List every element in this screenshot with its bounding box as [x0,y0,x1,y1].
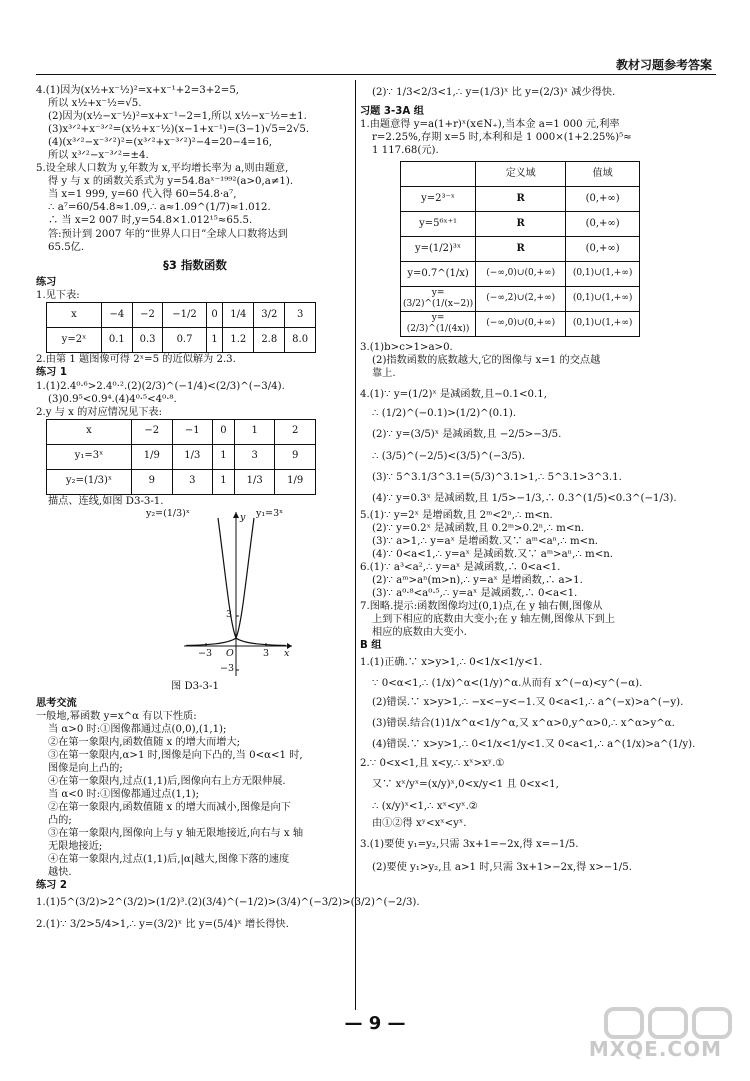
text-line: (2)指数函数的底数越大,它的图像与 x=1 的交点越 [372,355,601,367]
text-line: (3)0.9⁵<0.9⁴.(4)4⁰·⁵<4⁰·⁸. [48,393,177,405]
text-line: 7.图略.提示:函数图像均过(0,1)点,在 y 轴右侧,图像从 [360,600,603,612]
text-line: (2)因为(x½−x⁻½)²=x+x⁻¹−2=1,所以 x½−x⁻½=±1. [48,111,307,123]
table-cell: 0.3 [132,328,163,353]
graph-tick-3y: 3 [226,608,233,620]
y-axis-arrow [233,512,239,518]
table-cell: 2.8 [254,328,285,353]
table-cell: (−∞,0)∪(0,+∞) [476,262,566,287]
table-cell: −4 [102,303,133,328]
table-cell: 1 [206,328,223,353]
table-cell: 3 [234,444,275,469]
column-divider [355,80,356,1010]
text-line: (3)错误.结合(1)1/x^α<1/y^α,又 x^α>0,y^α>0,∴ x^α>y^α. [372,718,675,730]
table-cell: 9 [275,444,316,469]
text-line: 上到下相应的底数由大变小;在 y 轴左侧,图像从下到上 [372,614,616,626]
table-cell: y₁=3ˣ [47,444,132,469]
table-cell: 3 [285,303,316,328]
group-b-heading: B 组 [360,640,382,652]
table-cell: R [476,187,566,212]
text-line: 4.(1)∵ y=(1/2)ˣ 是减函数,且−0.1<0.1, [360,389,547,401]
text-line: r=2.25%,存期 x=5 时,本利和是 1 000×(1+2.25%)⁵≈ [372,132,632,144]
graph-tick-neg3: −3 [198,647,213,659]
text-line: 由①②得 xʸ<xˣ<yˣ. [372,817,467,829]
text-line: ∴ (1/2)^(−0.1)>(1/2)^(0.1). [372,408,517,420]
table-cell: 3/2 [254,303,285,328]
text-line: ④在第一象限内,过点(1,1)后,图像向右上方无限伸展. [48,776,286,788]
table-cell: −2 [132,419,173,444]
text-line: ∴ (3/5)^(−2/5)<(3/5)^(−3/5). [372,450,526,462]
text-line: ∴ (x/y)ˣ<1,∴ xˣ<yˣ.② [372,800,478,812]
think-content [36,710,354,880]
table-cell: (−∞,0)∪(0,+∞) [476,312,566,337]
text-line: ∴ 当 x=2 007 时,y=54.8×1.012¹⁵≈65.5. [48,215,253,227]
text-line: 当 α<0 时:①图像都通过点(1,1); [48,789,200,801]
table-cell: x [47,303,102,328]
text-line: (2)∵ aᵐ>aⁿ(m>n),∴ y=aˣ 是增函数,∴ a>1. [372,574,583,586]
table-row [401,212,640,237]
table-cell: (0,1)∪(1,+∞) [566,262,640,287]
answer-5 [36,162,354,253]
page-header [36,32,716,72]
table-cell: y=2³⁻ˣ [401,187,476,212]
table-cell: (0,1)∪(1,+∞) [566,312,640,337]
practice2-heading: 练习 2 [36,880,68,892]
graph-tick-origin: O [226,647,234,659]
table-cell: 9 [132,469,173,494]
header-title: 教材习题参考答案 [615,58,712,72]
text-line: 无限地接近; [48,841,103,853]
table-row [47,444,316,469]
table-cell: y=(2/3)^(1/(4x)) [401,312,476,337]
table-cell: (0,1)∪(1,+∞) [566,287,640,312]
table-cell: 1 [213,444,235,469]
text-line: 1.由题意得 y=a(1+r)ˣ(x∈N₊),当本金 a=1 000 元,利率 [360,119,620,131]
table-domain-range [400,161,640,337]
table-cell: y=(1/2)³ˣ [401,237,476,262]
table-cell: (0,+∞) [566,237,640,262]
exercise-heading: 习题 3-3A 组 [360,106,424,118]
table-cell: 值域 [566,162,640,187]
graph-label-y1: y₁=3ˣ [256,507,284,519]
table-cell: (0,+∞) [566,212,640,237]
table-cell: −1/2 [163,303,206,328]
watermark-logo [588,1003,738,1073]
text-line: ②在第一象限内,函数值随 x 的增大而增大; [48,736,241,748]
text-line: 4.(1)因为(x½+x⁻½)²=x+x⁻¹+2=3+2=5, [36,85,240,96]
table-cell: 1/3 [234,469,275,494]
table-cell: 0 [213,419,235,444]
text-line: (3)∵ a>1,∴ y=aˣ 是增函数.又∵ aᵐ<aⁿ,∴ m<n. [372,535,599,547]
table-cell: 1/9 [275,469,316,494]
text-line: 相应的底数由大变小. [372,627,467,639]
text-line: (4)错误.∵ x>y>1,∴ 0<1/x<1/y<1.又 0<a<1,∴ a^(1/x)>a^(1/y). [372,739,696,751]
text-line: (2)∵ y=0.2ˣ 是减函数,且 0.2ᵐ>0.2ⁿ,∴ m<n. [372,522,585,534]
text-line: ③在第一象限内,α>1 时,图像是向下凸的,当 0<α<1 时, [48,749,303,761]
text-line: 所以 x³ᐟ²−x⁻³ᐟ²=±4. [48,150,149,162]
text-line: (3)∵ 5^3.1/3^3.1=(5/3)^3.1>1,∴ 5^3.1>3^3.1. [372,471,622,483]
table-cell: 1/9 [132,444,173,469]
text-line: ④在第一象限内,过点(1,1)后,|α|越大,图像下落的速度 [48,854,290,866]
table-row [47,419,316,444]
table-row [47,328,316,353]
table-cell: R [476,237,566,262]
table-cell: 定义域 [476,162,566,187]
text-line: (3)x³ᐟ²+x⁻³ᐟ²=(x½+x⁻½)(x−1+x⁻¹)=(3−1)√5=2√5. [48,124,310,136]
table-cell: 8.0 [285,328,316,353]
text-line: 1 117.68(元). [372,145,439,157]
table-cell: 2 [275,419,316,444]
text-line: ③在第一象限内,图像向上与 y 轴无限地接近,向右与 x 轴 [48,828,304,840]
text-line: (4)(x³ᐟ²−x⁻³ᐟ²)²=(x³ᐟ²+x⁻³ᐟ²)²−4=20−4=16, [48,137,273,149]
text-line: 一般地,幂函数 y=x^α 有以下性质: [36,710,197,722]
table-cell: 1/3 [172,444,213,469]
table-y1-y2 [46,419,316,495]
table-cell: y=0.7^(1/x) [401,262,476,287]
table-cell: 0.7 [163,328,206,353]
table-cell: 1.2 [223,328,254,353]
text-line: 2.y 与 x 的对应情况见下表: [36,406,163,418]
table-cell: y₂=(1/3)ˣ [47,469,132,494]
table-row [401,312,640,337]
answer-4 [36,84,354,162]
text-line: 65.5亿. [48,241,85,253]
text-line: ∴ a⁷=60/54.8≈1.09,∴ a≈1.09^(1/7)≈1.012. [48,202,271,214]
table-cell: 0.1 [102,328,133,353]
text-line: 凸的; [48,815,72,827]
text-line: 1.(1)正确.∵ x>y>1,∴ 0<1/x<1/y<1. [360,657,543,669]
table-row [47,303,316,328]
text-line: (2)要使 y₁>y₂,且 a>1 时,只需 3x+1>−2x,得 x>−1/5. [372,861,632,873]
practice-heading: 练习 [36,277,57,289]
graph-tick-neg3y: −3 [220,662,235,674]
graph-tick-pos3: 3 [263,647,270,659]
table-row [401,187,640,212]
text-line: 5.设全球人口数为 y,年数为 x,平均增长率为 a,则由题意, [36,163,289,175]
text-line: 6.(1)∵ a³<a²,∴ y=aˣ 是减函数,∴ 0<a<1. [360,561,561,573]
table-row [401,287,640,312]
watermark-text: MXQE.COM [588,1037,722,1062]
table-row [401,237,640,262]
text-line: 2.(1)∵ 3/2>5/4>1,∴ y=(3/2)ˣ 比 y=(5/4)ˣ 增长得快. [36,918,289,930]
right-column [360,84,715,874]
text-line: 图像是向上凸的; [48,762,123,774]
section-title: §3 指数函数 [163,257,227,272]
table-row [401,162,640,187]
text-line: 当 x=1 999, y=60 代入得 60=54.8·a⁷, [48,189,237,201]
table-cell: −1 [172,419,213,444]
text-line: 越快. [48,867,72,879]
table-power-of-two [46,302,316,353]
graph-label-y: y [240,511,246,523]
graph-label-x: x [284,647,290,659]
text-line: 5.(1)∵ y=2ˣ 是增函数,且 2ᵐ<2ⁿ,∴ m<n. [360,509,553,521]
table-cell: R [476,212,566,237]
text-line: 3.(1)要使 y₁=y₂,只需 3x+1=−2x,得 x=−1/5. [360,838,579,850]
table-cell [401,162,476,187]
graph-svg [176,508,296,678]
text-line: 描点、连线,如图 D3-3-1. [48,495,164,507]
text-line: 靠上. [372,368,396,380]
text-line: 所以 x½+x⁻½=√5. [48,98,142,110]
table-cell: x [47,419,132,444]
think-heading: 思考交流 [36,697,77,709]
text-line: (3)∵ a⁰·⁸<a⁰·⁵,∴ y=aˣ 是减函数,∴ 0<a<1. [372,587,578,599]
text-line: 2.由第 1 题图像可得 2ˣ=5 的近似解为 2.3. [36,354,236,366]
figure-exponential-graph [146,507,296,678]
table-cell: 1 [234,419,275,444]
table-row [401,262,640,287]
table-cell: y=(3/2)^(1/(x−2)) [401,287,476,312]
page-number: — 9 — [344,1013,406,1034]
text-line: (4)∵ 0<a<1,∴ y=aˣ 是减函数.又∵ aᵐ>aⁿ,∴ m<n. [372,548,614,560]
header-rule [36,74,716,75]
figure-caption: 图 D3-3-1 [171,680,219,692]
table-cell: y=2ˣ [47,328,102,353]
table-cell: −2 [132,303,163,328]
table-cell: 3 [172,469,213,494]
text-line: (2)∵ 1/3<2/3<1,∴ y=(1/3)ˣ 比 y=(2/3)ˣ 减少得快. [372,87,616,98]
text-line: 得 y 与 x 的函数关系式为 y=54.8aˣ⁻¹⁹⁹²(a>0,a≠1). [48,176,294,188]
table-row [47,469,316,494]
text-line: ②在第一象限内,函数值随 x 的增大而减小,图像是向下 [48,802,291,814]
text-line: 1.(1)5^(3/2)>2^(3/2)>(1/2)³.(2)(3/4)^(−1/2)>(3/4)^(−3/2)>(3/2)^(−2/3). [36,897,420,909]
table-cell: y=5⁶ˣ⁺¹ [401,212,476,237]
text-line: 3.(1)b>c>1>a>0. [360,342,453,354]
text-line: 2.∵ 0<x<1,且 x<y,∴ xˣ>xʸ.① [360,758,505,770]
table-cell: 1 [213,469,235,494]
table-cell: 0 [206,303,223,328]
text-line: (4)∵ y=0.3ˣ 是减函数,且 1/5>−1/3,∴ 0.3^(1/5)<0.3^(−1/3). [372,492,677,504]
practice1-heading: 练习 1 [36,367,68,379]
text-line: 又∵ xˣ/yˣ=(x/y)ˣ,0<x/y<1 且 0<x<1, [372,779,559,791]
text-line: 当 α>0 时:①图像都通过点(0,0),(1,1); [48,723,227,735]
graph-label-y2: y₂=(1/3)ˣ [146,507,190,519]
text-line: 答:预计到 2007 年的“世界人口日”全球人口数将达到 [48,228,288,240]
text-line: ∵ 0<α<1,∴ (1/x)^α<(1/y)^α.从而有 x^(−α)<y^(−α). [372,678,643,690]
text-line: (2)∵ y=(3/5)ˣ 是减函数,且 −2/5>−3/5. [372,429,562,441]
text-line: (2)错误.∵ x>y>1,∴ −x<−y<−1.又 0<a<1,∴ a^(−x)>a^(−y). [372,697,684,709]
text-line: 1.见下表: [36,290,80,302]
table-cell: (0,+∞) [566,187,640,212]
table-cell: 1/4 [223,303,254,328]
text-line: 1.(1)2.4⁰·⁶>2.4⁰·².(2)(2/3)^(−1/4)<(2/3)^(−3/4). [36,380,285,392]
table-cell: (−∞,2)∪(2,+∞) [476,287,566,312]
